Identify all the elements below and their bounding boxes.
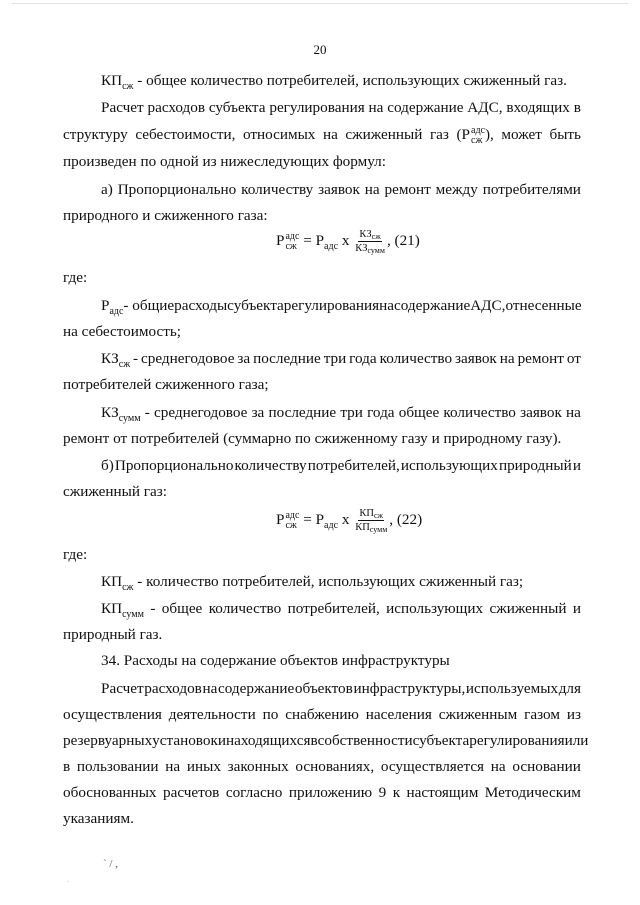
word: сжиженный [345, 126, 423, 144]
word: или [564, 732, 589, 749]
final-paragraph-line-2 [63, 705, 581, 725]
fraction-numerator [358, 228, 381, 242]
word: АДС, [470, 297, 506, 314]
word: согласно [225, 784, 283, 801]
formula-fraction [355, 507, 387, 534]
word: настоящим [406, 784, 479, 801]
def-kp-summ-line-2: природный газ. [63, 626, 163, 643]
word: за [237, 350, 251, 367]
word: газ [429, 126, 449, 144]
word: находящихся [225, 732, 311, 749]
fraction-numerator [358, 507, 384, 521]
final-paragraph-line-6: указаниям. [63, 810, 134, 827]
word: количеству [241, 181, 314, 198]
formula-21 [276, 228, 420, 255]
word: расходов [144, 680, 202, 697]
word: собственности [317, 732, 413, 749]
def-kz-szh-line-2: потребителей сжиженного газа; [63, 376, 269, 393]
numerator-symbol: КЗ [359, 229, 372, 240]
word: основаниях, [295, 758, 375, 775]
word: Расчет [101, 680, 144, 697]
word: населения [365, 706, 432, 723]
symbol-sub: сж [118, 359, 131, 370]
word: заявок [318, 181, 360, 198]
word: на [165, 758, 181, 775]
paragraph-ads-line-1 [101, 98, 581, 118]
word: количество [443, 404, 516, 421]
word: осуществляется [380, 758, 485, 775]
denominator-symbol: КП [355, 522, 370, 533]
def-symbol [101, 599, 144, 619]
word: 9 [378, 784, 387, 801]
word: на [566, 404, 581, 421]
formula-number: , (22) [389, 510, 423, 528]
denominator-symbol: КЗ [355, 243, 368, 254]
word: и [572, 457, 581, 474]
def-p-ads-line-2: на себестоимость; [63, 323, 181, 340]
word: ремонт [517, 350, 564, 367]
paragraph-ads-line-2 [63, 125, 581, 146]
paragraph-ads-line-3: произведен по одной из нижеследующих формул: [63, 153, 386, 170]
final-paragraph-line-1 [101, 679, 581, 699]
word: входящих [506, 99, 570, 116]
word: последние [268, 404, 337, 421]
formula-lhs-sup: адс [285, 230, 300, 242]
word: быть [549, 126, 581, 144]
word: общее [398, 404, 440, 421]
word: в [63, 758, 71, 775]
symbol-sub: сумм [122, 609, 144, 620]
item-b-line-2: сжиженный газ: [63, 483, 167, 500]
numerator-sub: сж [373, 511, 384, 520]
word: Расчет [101, 99, 144, 116]
word: потребителей, [307, 457, 400, 474]
word: содержание [394, 297, 471, 314]
item-a-line-2: природного и сжиженного газа: [63, 207, 268, 224]
symbol-superscript: адс [471, 124, 485, 136]
numerator-sub: сж [371, 232, 381, 241]
symbol-kz: КЗ [101, 350, 119, 367]
formula-lhs-sup: адс [285, 509, 300, 521]
word: иных [186, 758, 221, 775]
word: расходы [174, 297, 228, 314]
word: структуру [63, 126, 128, 144]
word: три [340, 404, 363, 421]
word: потребителями [482, 181, 581, 198]
word: объектов [294, 680, 353, 697]
word: инфраструктуры, [353, 680, 466, 697]
def-symbol [101, 403, 141, 423]
word: потребителей, [287, 600, 380, 617]
word: по [262, 706, 279, 723]
fraction-denominator [355, 242, 385, 255]
word: АДС, [467, 99, 503, 116]
word: и [572, 600, 581, 617]
word: на [379, 297, 394, 314]
kp-symbol: КП [101, 72, 123, 89]
word: регулирования [269, 99, 365, 116]
formula-lhs: P [276, 510, 285, 528]
word: а) [101, 181, 113, 198]
kp-szh-definition [101, 71, 567, 91]
word: - [150, 600, 156, 617]
word: - общие [123, 297, 175, 314]
symbol-subscript: сж [471, 134, 483, 146]
word: относимых [242, 126, 316, 144]
final-paragraph-line-4 [63, 757, 581, 777]
def-kp-szh [101, 572, 523, 592]
word: законных [227, 758, 289, 775]
word: за [251, 404, 265, 421]
word: от [566, 350, 581, 367]
word: Пропорционально [117, 181, 237, 198]
word: содержание [387, 99, 464, 116]
word: к [392, 784, 401, 801]
word: используемых [465, 680, 559, 697]
inline-symbol-p-ads-szh [457, 125, 494, 146]
symbol-sub: адс [109, 306, 124, 317]
scan-speck: · [66, 876, 70, 888]
word: и [217, 732, 226, 749]
word: на [202, 680, 218, 697]
word: - [133, 350, 139, 367]
kp-subscript: сж [122, 81, 134, 92]
formula-fraction [355, 228, 385, 255]
symbol-p: P [101, 297, 110, 314]
def-symbol [101, 296, 123, 316]
formula-equals: = [303, 231, 312, 249]
word: приложению [288, 784, 373, 801]
word: в [310, 732, 318, 749]
word: количеству [234, 457, 307, 474]
page-number: 20 [313, 42, 327, 57]
word: заявок [520, 404, 562, 421]
word: регулирования [469, 732, 565, 749]
word: на [364, 181, 380, 198]
word: из [566, 706, 581, 723]
word: между [435, 181, 478, 198]
final-paragraph-line-5 [63, 783, 581, 803]
final-paragraph-line-3 [63, 731, 589, 751]
word: общее [161, 600, 203, 617]
word: среднегодовое [154, 404, 248, 421]
word: расходов [147, 99, 206, 116]
formula-times: x [341, 231, 350, 249]
word: резервуарных [63, 732, 153, 749]
formula-lhs-sub: сж [285, 240, 297, 252]
item-b-line-1 [101, 456, 581, 476]
symbol-kz: КЗ [101, 404, 119, 421]
word: три [323, 350, 347, 367]
formula-equals: = [303, 510, 312, 528]
word: количество [208, 600, 282, 617]
word: расчетов [163, 784, 220, 801]
formula-rhs: P [315, 231, 325, 249]
word: года [349, 350, 377, 367]
word: установок [152, 732, 218, 749]
word: среднегодовое [141, 350, 235, 367]
def-symbol [101, 349, 130, 369]
word: на [322, 126, 338, 144]
word: обоснованных [63, 784, 157, 801]
word: последние [253, 350, 321, 367]
section-34-heading: 34. Расходы на содержание объектов инфраструктуры [101, 652, 450, 669]
word: на [499, 350, 515, 367]
word: на [490, 758, 506, 775]
symbol-kp: КП [101, 600, 123, 617]
scan-marks: ` / , [103, 858, 118, 870]
word: Методическим [484, 784, 581, 801]
denominator-sub: сумм [367, 246, 385, 255]
word: основании [512, 758, 581, 775]
word: заявок [455, 350, 497, 367]
formula-rhs-sub: адс [324, 240, 339, 252]
def-p-ads-line-1 [101, 296, 581, 316]
word: сжиженным [438, 706, 518, 723]
word: субъекта [412, 732, 470, 749]
formula-rhs: P [315, 510, 325, 528]
formula-times: x [341, 510, 350, 528]
fraction-denominator [355, 521, 387, 534]
scan-edge-line [12, 3, 628, 4]
word: в [573, 99, 581, 116]
symbol-close: ), [484, 126, 494, 143]
word: б) [101, 457, 114, 474]
word: - [144, 404, 150, 421]
symbol-kp: КП [101, 573, 123, 590]
word: природный [498, 457, 572, 474]
def-kz-szh-line-1 [101, 349, 581, 369]
def-kz-summ-line-2: ремонт от потребителей (суммарно по сжиженному газу и природному газу). [63, 430, 562, 447]
word: содержание [218, 680, 295, 697]
word: деятельности [168, 706, 256, 723]
word: года [367, 404, 395, 421]
word: для [558, 680, 581, 697]
symbol-sub: сумм [118, 413, 141, 424]
word: себестоимости, [135, 126, 236, 144]
word: на [368, 99, 384, 116]
word: снабжению [285, 706, 359, 723]
where-label-2: где: [63, 546, 88, 563]
numerator-symbol: КП [359, 508, 374, 519]
word: Пропорционально [114, 457, 234, 474]
formula-rhs-sub: адс [324, 519, 339, 531]
def-kp-summ-line-1 [101, 599, 581, 619]
word: регулирования [283, 297, 380, 314]
where-label-1: где: [63, 269, 88, 286]
def-kp-text: - количество потребителей, использующих сжиженный газ; [137, 573, 524, 590]
symbol-sub: сж [122, 582, 134, 593]
def-kz-summ-line-1 [101, 403, 581, 423]
kp-definition-text: - общее количество потребителей, использующих сжиженный газ. [137, 72, 567, 89]
word: может [501, 126, 542, 144]
word: сжиженный [489, 600, 567, 617]
word: осуществления [63, 706, 162, 723]
word: использующих [386, 600, 484, 617]
formula-lhs-sub: сж [285, 519, 297, 531]
word: количество [379, 350, 453, 367]
formula-lhs: P [276, 231, 285, 249]
formula-number: , (21) [386, 231, 420, 249]
word: субъекта [208, 99, 266, 116]
item-a-line-1 [101, 180, 581, 200]
word: отнесенные [505, 297, 582, 314]
word: субъекта [227, 297, 284, 314]
word: газом [524, 706, 560, 723]
formula-22 [276, 507, 422, 534]
symbol-p: (P [456, 126, 471, 143]
denominator-sub: сумм [369, 525, 388, 534]
word: использующих [400, 457, 498, 474]
word: пользовании [76, 758, 159, 775]
word: ремонт [384, 181, 431, 198]
